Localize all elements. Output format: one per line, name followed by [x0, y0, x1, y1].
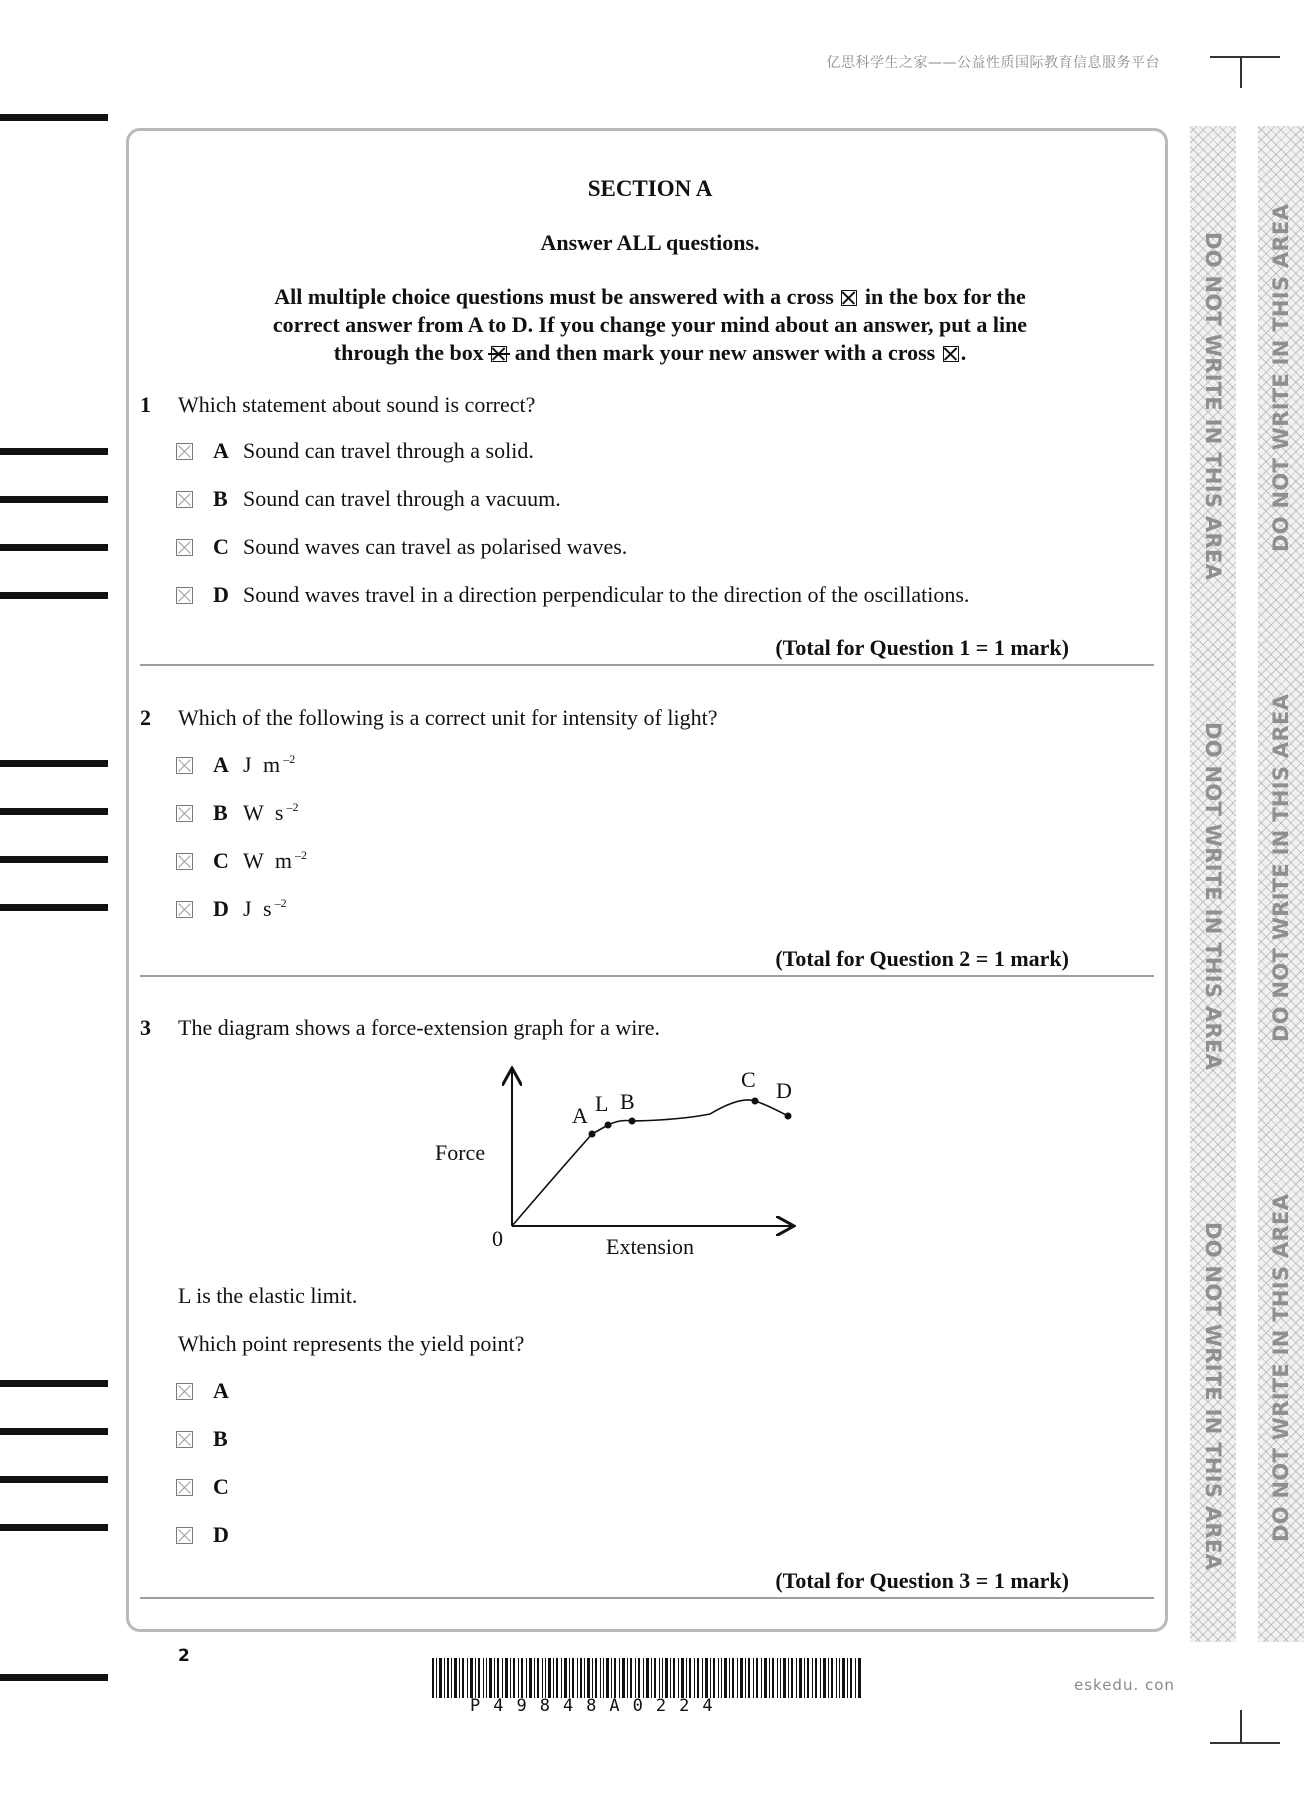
do-not-write-label: DO NOT WRITE IN THIS AREA	[1269, 1193, 1293, 1542]
answer-checkbox[interactable]	[176, 901, 193, 918]
option-text	[243, 848, 307, 874]
question-number: 1	[140, 392, 151, 417]
option-letter: B	[213, 1426, 228, 1451]
x-axis-label: Extension	[606, 1234, 694, 1259]
answer-checkbox[interactable]	[176, 587, 193, 604]
question-text: Which of the following is a correct unit for intensity of light?	[178, 705, 718, 730]
timing-bar	[0, 592, 108, 599]
option-letter: D	[213, 896, 229, 921]
timing-bar	[0, 1476, 108, 1483]
force-extension-diagram	[420, 1060, 820, 1260]
option-letter: A	[213, 752, 229, 777]
force-extension-curve	[512, 1100, 788, 1226]
timing-bar	[0, 1524, 108, 1531]
answer-checkbox[interactable]	[176, 757, 193, 774]
instruction-text: and then mark your new answer with a cross	[514, 340, 936, 365]
answer-checkbox[interactable]	[176, 805, 193, 822]
question-number: 2	[140, 705, 151, 730]
point-label-b: B	[620, 1089, 635, 1114]
answer-option	[176, 1378, 243, 1404]
do-not-write-label: DO NOT WRITE IN THIS AREA	[1269, 693, 1293, 1042]
do-not-write-label: DO NOT WRITE IN THIS AREA	[1201, 722, 1225, 1071]
timing-bar	[0, 1428, 108, 1435]
option-text: Sound can travel through a solid.	[243, 438, 534, 463]
point-b-marker	[629, 1118, 636, 1125]
option-text	[243, 896, 287, 922]
point-label-l: L	[595, 1091, 609, 1116]
crop-mark-top-h	[1210, 56, 1280, 58]
unit-base: W m	[243, 848, 295, 873]
timing-bar	[0, 760, 108, 767]
point-c-marker	[752, 1098, 759, 1105]
cross-box-icon	[841, 290, 857, 306]
struck-cross-box-icon	[491, 346, 507, 362]
question-total: (Total for Question 2 = 1 mark)	[775, 946, 1069, 971]
option-letter: B	[213, 800, 228, 825]
answer-checkbox[interactable]	[176, 1479, 193, 1496]
point-label-d: D	[776, 1078, 792, 1103]
instruction-text: through the box	[333, 340, 484, 365]
question-note: L is the elastic limit.	[178, 1283, 358, 1308]
answer-checkbox[interactable]	[176, 853, 193, 870]
section-subtitle: Answer ALL questions.	[540, 230, 760, 255]
answer-checkbox[interactable]	[176, 1527, 193, 1544]
unit-base: J m	[243, 752, 284, 777]
answer-option	[176, 1474, 243, 1500]
timing-bar	[0, 114, 108, 121]
do-not-write-label: DO NOT WRITE IN THIS AREA	[1269, 203, 1293, 552]
question-text: Which statement about sound is correct?	[178, 392, 536, 417]
option-text: Sound can travel through a vacuum.	[243, 486, 561, 511]
cross-box-icon	[943, 346, 959, 362]
instruction-text: .	[960, 340, 967, 365]
crop-mark-top-v	[1240, 56, 1242, 88]
y-axis-label: Force	[435, 1140, 486, 1165]
answer-option	[176, 800, 298, 826]
unit-base: J s	[243, 896, 275, 921]
barcode-text: P49848A0224	[470, 1696, 726, 1716]
question-divider	[140, 1597, 1154, 1599]
footer-site: eskedu. con	[1074, 1676, 1175, 1694]
answer-option	[176, 1426, 243, 1452]
barcode-icon	[432, 1658, 862, 1698]
option-letter: A	[213, 1378, 229, 1403]
answer-checkbox[interactable]	[176, 1431, 193, 1448]
option-letter: D	[213, 1522, 229, 1547]
unit-exponent: –2	[274, 896, 287, 910]
timing-bar	[0, 856, 108, 863]
point-label-a: A	[572, 1103, 588, 1128]
answer-option	[176, 438, 534, 464]
option-letter: C	[213, 848, 229, 873]
point-a-marker	[589, 1131, 596, 1138]
answer-option	[176, 896, 287, 922]
timing-bar	[0, 1380, 108, 1387]
question-total: (Total for Question 3 = 1 mark)	[775, 1568, 1069, 1593]
answer-option	[176, 486, 561, 512]
header-text: 亿思科学生之家——公益性质国际教育信息服务平台	[826, 55, 1160, 71]
unit-exponent: –2	[283, 752, 296, 766]
option-letter: D	[213, 582, 229, 607]
option-text: Sound waves travel in a direction perpendicular to the direction of the oscillations.	[243, 582, 970, 607]
do-not-write-label: DO NOT WRITE IN THIS AREA	[1201, 1222, 1225, 1571]
timing-bar	[0, 496, 108, 503]
timing-bar	[0, 544, 108, 551]
origin-label: 0	[492, 1226, 503, 1251]
question-number: 3	[140, 1015, 151, 1040]
point-label-c: C	[741, 1067, 756, 1092]
option-text: Sound waves can travel as polarised waves.	[243, 534, 628, 559]
crop-mark-bottom-v	[1240, 1710, 1242, 1742]
question-total: (Total for Question 1 = 1 mark)	[775, 635, 1069, 660]
instruction-text: correct answer from A to D. If you change your mind about an answer, put a line	[272, 312, 1028, 337]
page-number: 2	[178, 1646, 190, 1666]
instruction-text: All multiple choice questions must be answered with a cross	[274, 284, 834, 309]
question-divider	[140, 664, 1154, 666]
option-letter: C	[213, 1474, 229, 1499]
point-l-marker	[605, 1122, 612, 1129]
answer-checkbox[interactable]	[176, 443, 193, 460]
section-title: SECTION A	[587, 176, 713, 201]
answer-option	[176, 534, 627, 560]
timing-bar	[0, 448, 108, 455]
instructions	[200, 283, 1100, 367]
timing-bar	[0, 1674, 108, 1681]
option-letter: C	[213, 534, 229, 559]
answer-option	[176, 1522, 243, 1548]
question-prompt: Which point represents the yield point?	[178, 1331, 525, 1356]
option-letter: B	[213, 486, 228, 511]
option-letter: A	[213, 438, 229, 463]
point-d-marker	[785, 1113, 792, 1120]
answer-checkbox[interactable]	[176, 1383, 193, 1400]
question-text: The diagram shows a force-extension graph for a wire.	[178, 1015, 660, 1040]
unit-exponent: –2	[286, 800, 299, 814]
instruction-text: in the box for the	[864, 284, 1026, 309]
answer-option	[176, 848, 307, 874]
answer-checkbox[interactable]	[176, 539, 193, 556]
answer-option	[176, 752, 295, 778]
timing-bar	[0, 808, 108, 815]
unit-base: W s	[243, 800, 287, 825]
option-text	[243, 752, 295, 778]
question-divider	[140, 975, 1154, 977]
answer-option	[176, 582, 969, 608]
answer-checkbox[interactable]	[176, 491, 193, 508]
unit-exponent: –2	[294, 848, 307, 862]
option-text	[243, 800, 298, 826]
do-not-write-label: DO NOT WRITE IN THIS AREA	[1201, 232, 1225, 581]
timing-bar	[0, 904, 108, 911]
crop-mark-bottom-h	[1210, 1742, 1280, 1744]
